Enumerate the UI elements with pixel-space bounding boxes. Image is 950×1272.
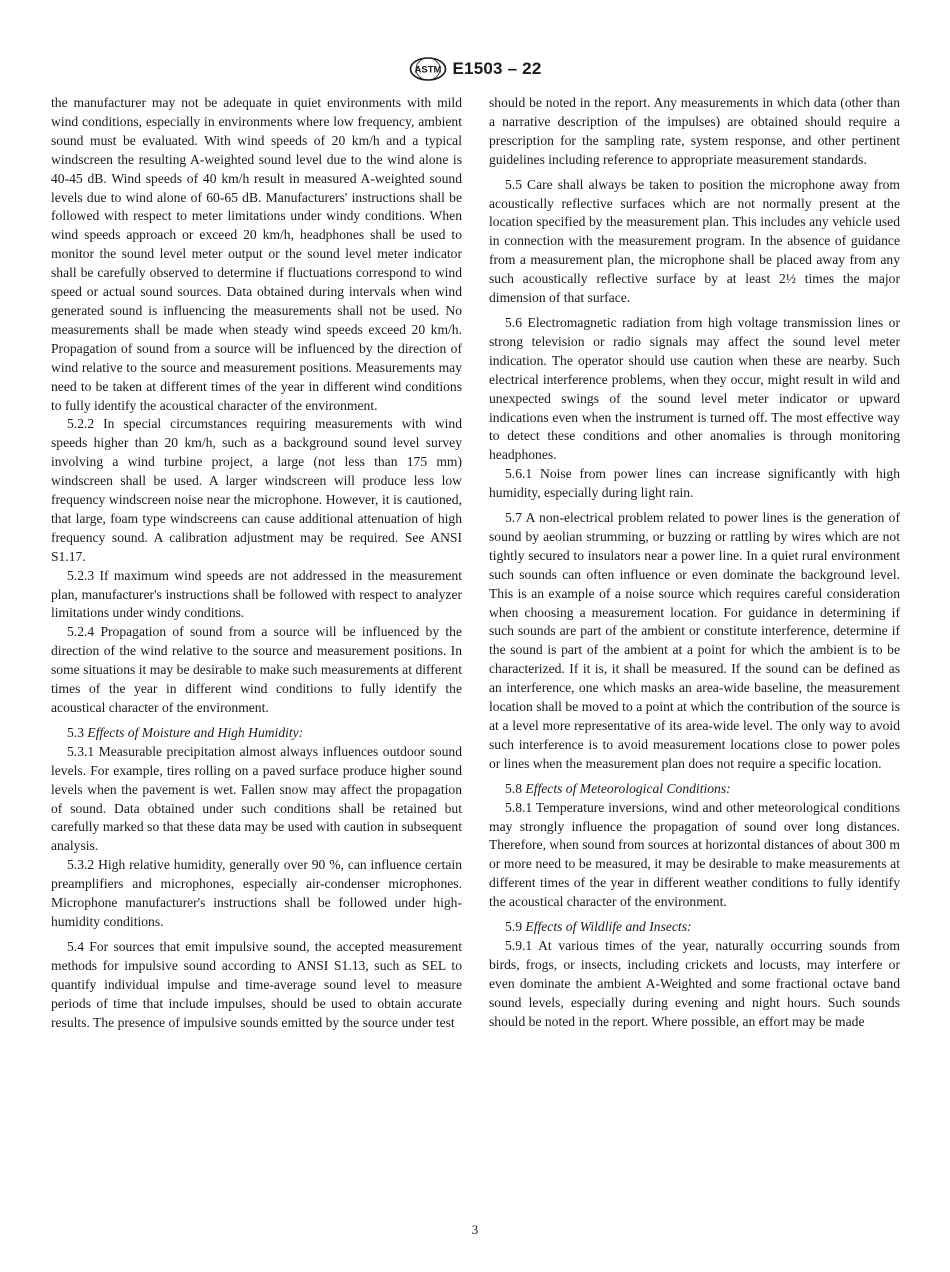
section-title-5-8: Effects of Meteorological Conditions:: [525, 780, 731, 796]
section-title-5-3: Effects of Moisture and High Humidity:: [87, 724, 304, 740]
astm-logo-icon: [409, 57, 447, 81]
page-number: 3: [471, 1222, 479, 1237]
right-column: [489, 94, 900, 1032]
section-number-5-8: 5.8: [505, 780, 522, 796]
paragraph-5-6: 5.6 Electromagnetic radiation from high voltage transmission lines or strong television or radio signals may affect the sound level meter indication. The operator should use caution when these are nearby. Such electrical interference problems, when they occur, might result in wild and unexpected swings of the sound level meter indicator or upward indications even when the instrument is turned off. The most effective way to detect these conditions and other anomalies is through monitoring headphones.: [489, 314, 900, 463]
paragraph-5-2-2: 5.2.2 In special circumstances requiring measurements with wind speeds higher than 20 km/h, such as a background sound level survey involving a wind turbine project, a large (not less than 175 mm) windscreen shall be used. A larger windscreen will produce less low frequency windscreen noise near the microphone. However, it is cautioned, that large, foam type windscreens can cause additional attenuation of high frequency sound. A calibration adjustment may be required. See ANSI S1.17.: [51, 416, 462, 564]
left-column: [51, 94, 462, 1032]
paragraph-5-5: 5.5 Care shall always be taken to position the microphone away from acoustically reflective surfaces which are not normally present at the location specified by the measurement plan. This includes any vehicle used in connection with the measurement program. In the absence of guidance from a measurement plan, the microphone shall be placed away from any such acoustically reflective surface by at least 2½ times the major dimension of that surface.: [489, 176, 900, 306]
paragraph-5-8-1: 5.8.1 Temperature inversions, wind and other meteorological conditions may strongly influence the propagation of sound over long distances. Therefore, when sound from sources at horizontal distances of about 300 m or more need to be measured, it may be desirable to make measurements at different times of the year in different weather conditions to fully identify the acoustical character of the environment.: [489, 799, 900, 910]
section-number-5-9: 5.9: [505, 919, 522, 935]
page-header: [0, 56, 950, 82]
section-heading-5-8: [489, 780, 900, 799]
paragraph-5-7: 5.7 A non-electrical problem related to power lines is the generation of sound by aeolian strumming, or buzzing or rattling by wires which are not tightly secured to insulators near a power line. In a quiet rural environment such sounds can often influence or even dominate the background level. This is an example of a noise source which requires careful consideration when choosing a measurement location. For guidance in determining if such sounds are part of the ambient or constitute interference, determine if the sound is part of the ambient at a point for which the ambient is to be characterized. If it is, it shall be measured. If the sound can be defined as an interference, one which masks an area-wide baseline, the measurement location shall be moved to a point at which the contribution of the source is at a level more representative of its area-wide level. The only way to avoid such interference is to avoid measurement locations close to power poles or lines when the measurement plan does not require a specific location.: [489, 510, 900, 771]
standard-designation: E1503 – 22: [452, 59, 542, 78]
paragraph-5-3-2: 5.3.2 High relative humidity, generally over 90 %, can influence certain preamplifiers and microphones, especially air-condenser microphones. Microphone manufacturer's instructions shall be followed under high-humidity conditions.: [51, 857, 462, 929]
paragraph-5-2-4: 5.2.4 Propagation of sound from a source will be influenced by the direction of the wind relative to the source and measurement positions. In some situations it may be desirable to make such measurements at different times of the year in different wind conditions to fully identify the acoustical character of the environment.: [51, 624, 462, 715]
paragraph-5-4-continued: should be noted in the report. Any measurements in which data (other than a narrative description of the impulses) are obtained should require a prescription for the sampling rate, system response, and other pertinent guidelines including reference to appropriate measurement standards.: [489, 95, 900, 167]
section-heading-5-9: [489, 918, 900, 937]
section-number-5-3: 5.3: [67, 724, 84, 740]
section-heading-5-3: [51, 724, 462, 743]
paragraph-5-2-3: 5.2.3 If maximum wind speeds are not addressed in the measurement plan, manufacturer's instructions shall be followed with respect to analyzer limitations under windy conditions.: [51, 567, 462, 621]
paragraph-5-9-1: 5.9.1 At various times of the year, naturally occurring sounds from birds, frogs, or insects, including crickets and locusts, may interfere or even dominate the ambient A-Weighted and some fractional octave band sound levels, especially during evening and night hours. Such sounds should be noted in the report. Where possible, an effort may be made: [489, 937, 900, 1029]
paragraph-5-6-1: 5.6.1 Noise from power lines can increase significantly with high humidity, especially during light rain.: [489, 466, 900, 501]
section-title-5-9: Effects of Wildlife and Insects:: [525, 919, 692, 935]
paragraph-5-2-1-continued: the manufacturer may not be adequate in quiet environments with mild wind conditions, especially in environments where low frequency, ambient sound must be evaluated. With wind speeds of 20 km/h and a typical windscreen the resulting A-weighted sound level due to the wind alone is 40-45 dB. Wind speeds of 40 km/h result in measured A-weighted sound levels due to wind alone of 60-65 dB. Manufacturers' instructions shall be followed with respect to meter limitations under windy conditions. When wind speeds approach or exceed 20 km/h, headphones shall be used to monitor the sound level meter output or the sound level meter indicator shall be carefully observed to determine if fluctuations correspond to wind speed or actual sound sources. Data obtained during intervals when wind generated sound is influencing the measurements shall not be used. No measurements shall be made when steady wind speeds exceed 20 km/h. Propagation of sound from a source will be influenced by the direction of wind relative to the source and measurement positions. Measurements may need to be taken at different times of the year in different wind conditions to fully identify the acoustical character of the environment.: [51, 95, 462, 413]
paragraph-5-3-1: 5.3.1 Measurable precipitation almost always influences outdoor sound levels. For example, tires rolling on a paved surface produce higher sound levels when the pavement is wet. Fallen snow may affect the propagation of sound. Data obtained under such conditions shall be retained but carefully marked so that these data may be used with caution in subsequent analysis.: [51, 743, 462, 854]
astm-logo-text: ASTM: [414, 64, 441, 76]
paragraph-5-4: 5.4 For sources that emit impulsive sound, the accepted measurement methods for impulsive sound according to ANSI S1.13, such as SEL to quantify individual impulse and time-average sound level to measure periods of time that include impulses, should be used to obtain accurate results. The presence of impulsive sounds emitted by the source under test: [51, 938, 462, 1030]
